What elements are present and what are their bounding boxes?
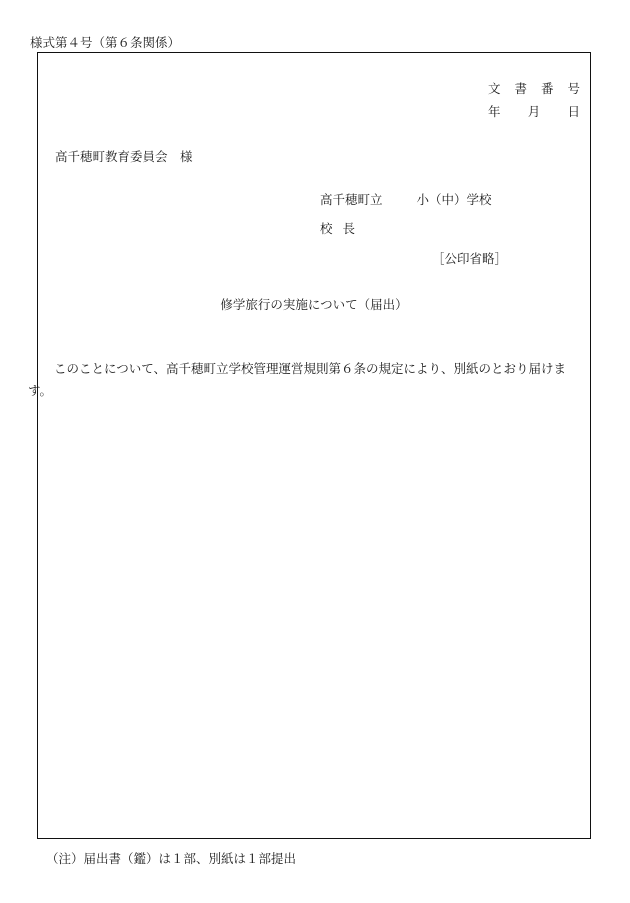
- addressee: 高千穂町教育委員会 様: [55, 149, 193, 164]
- document-number-char: 番: [540, 81, 554, 96]
- school-prefix: 高千穂町立: [320, 192, 383, 207]
- sender-principal: [320, 219, 355, 237]
- date-month: 月: [527, 104, 541, 119]
- body-text: このことについて、高千穂町立学校管理運営規則第６条の規定により、別紙のとおり届けます。: [28, 361, 567, 398]
- document-number-char: 書: [514, 81, 527, 96]
- footnote: （注）届出書（鑑）は１部、別紙は１部提出: [46, 851, 297, 866]
- principal-title-char: 校: [320, 221, 333, 236]
- document-subject: 修学旅行の実施について（届出）: [220, 297, 408, 312]
- date-day: 日: [567, 104, 580, 119]
- date-year: 年: [488, 104, 501, 119]
- principal-title-char: 長: [342, 221, 356, 236]
- document-number-label: [488, 79, 580, 97]
- document-frame: [28, 52, 591, 839]
- form-number-label: 様式第４号（第６条関係）: [30, 35, 181, 50]
- document-number-char: 文: [488, 81, 501, 96]
- document-number-char: 号: [567, 81, 580, 96]
- date-label: [488, 102, 580, 120]
- school-type: 小（中）学校: [416, 192, 492, 207]
- sender-school: [320, 190, 492, 208]
- seal-omitted-note: ［公印省略］: [432, 251, 508, 266]
